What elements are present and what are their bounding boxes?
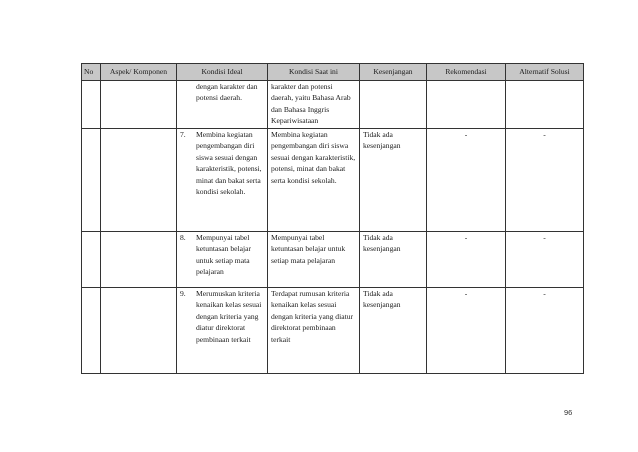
cell-rec: - <box>427 232 506 288</box>
cell-alt <box>506 81 584 129</box>
header-row <box>82 64 584 81</box>
cell-current: Membina kegiatan pengembangan diri siswa sesuai dengan karakteristik, potensi, minat dan bakat serta kondisi sekolah. <box>268 129 360 232</box>
header-kesenjangan: Kesenjangan <box>360 64 427 81</box>
cell-aspek <box>101 81 177 129</box>
cell-gap: Tidak ada kesenjangan <box>360 129 427 232</box>
cell-no <box>82 129 101 232</box>
cell-ideal <box>177 81 268 129</box>
cell-alt: - <box>506 129 584 232</box>
cell-rec <box>427 81 506 129</box>
page-number: 96 <box>564 408 573 417</box>
continuation-row <box>82 81 584 129</box>
cell-alt: - <box>506 232 584 288</box>
cell-ideal <box>177 288 268 374</box>
header-rekomendasi: Rekomendasi <box>427 64 506 81</box>
cell-no <box>82 81 101 129</box>
cell-no <box>82 232 101 288</box>
table-row <box>82 129 584 232</box>
cell-gap <box>360 81 427 129</box>
table-row <box>82 232 584 288</box>
table-row <box>82 288 584 374</box>
cell-no <box>82 288 101 374</box>
ideal-text: dengan karakter dan potensi daerah. <box>196 82 258 103</box>
item-number: 9. <box>180 289 186 298</box>
cell-aspek <box>101 232 177 288</box>
cell-ideal <box>177 232 268 288</box>
header-alternatif-solusi: Alternatif Solusi <box>506 64 584 81</box>
cell-aspek <box>101 129 177 232</box>
cell-current: karakter dan potensi daerah, yaitu Bahasa Arab dan Bahasa Inggris Kepariwisataan <box>268 81 360 129</box>
cell-current: Terdapat rumusan kriteria kenaikan kelas sesuai dengan kriteria yang diatur direktorat pembinaan terkait <box>268 288 360 374</box>
cell-gap: Tidak ada kesenjangan <box>360 232 427 288</box>
cell-current: Mempunyai tabel ketuntasan belajar untuk setiap mata pelajaran <box>268 232 360 288</box>
header-no: No <box>82 64 101 81</box>
header-kondisi-ideal: Kondisi Ideal <box>177 64 268 81</box>
header-aspek-komponen: Aspek/ Komponen <box>101 64 177 81</box>
item-number: 7. <box>180 130 186 139</box>
cell-ideal <box>177 129 268 232</box>
cell-rec: - <box>427 288 506 374</box>
cell-rec: - <box>427 129 506 232</box>
ideal-text: Mempunyai tabel ketuntasan belajar untuk setiap mata pelajaran <box>196 233 252 277</box>
cell-aspek <box>101 288 177 374</box>
cell-gap: Tidak ada kesenjangan <box>360 288 427 374</box>
evaluation-table <box>81 63 584 374</box>
ideal-text: Membina kegiatan pengembangan diri siswa sesuai dengan karakteristik, potensi, minat dan bakat serta kondisi sekolah. <box>196 130 262 197</box>
header-kondisi-saat-ini: Kondisi Saat ini <box>268 64 360 81</box>
ideal-text: Merumuskan kriteria kenaikan kelas sesuai dengan kriteria yang diatur direktorat pembinaan terkait <box>196 289 262 344</box>
cell-alt: - <box>506 288 584 374</box>
item-number: 8. <box>180 233 186 242</box>
